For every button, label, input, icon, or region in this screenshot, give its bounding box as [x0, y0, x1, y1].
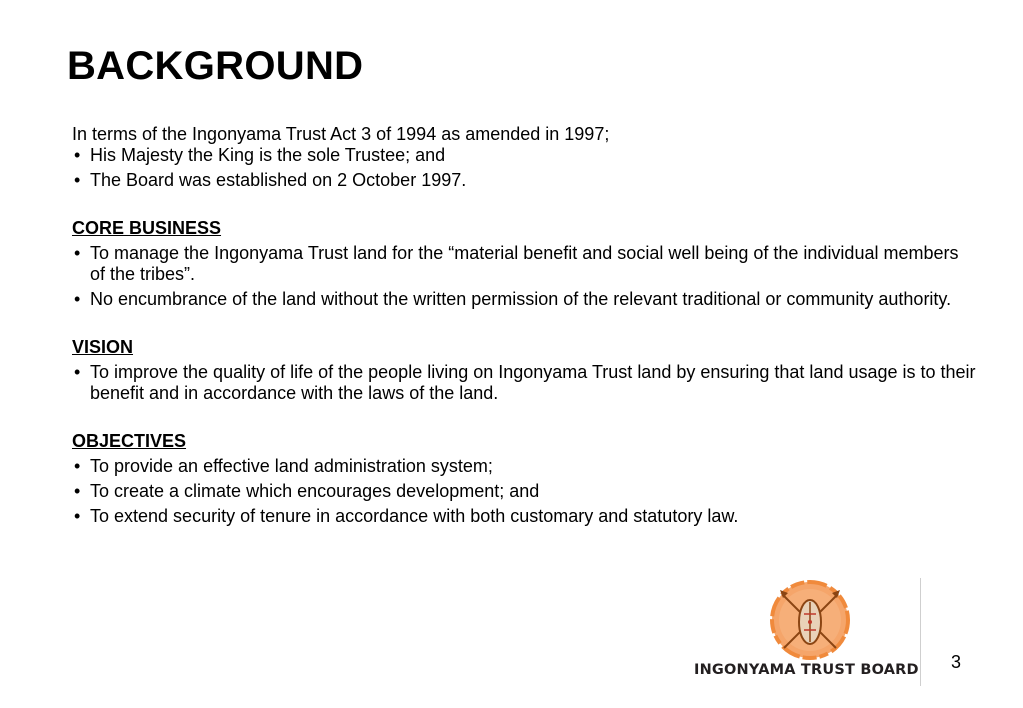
logo-text: INGONYAMA TRUST BOARD — [694, 662, 919, 678]
list-item: • To create a climate which encourages development; and — [72, 481, 977, 502]
list-item: • The Board was established on 2 October 1997. — [72, 170, 977, 191]
intro-bullet-list — [72, 145, 977, 191]
shield-spears-emblem-icon — [768, 578, 852, 660]
list-item: • To extend security of tenure in accordance with both customary and statutory law. — [72, 506, 977, 527]
divider — [920, 578, 921, 686]
list-item: • No encumbrance of the land without the written permission of the relevant traditional or community authority. — [72, 289, 977, 310]
vision-heading: VISION — [72, 337, 134, 357]
page-number: 3 — [951, 652, 962, 672]
list-item: • To provide an effective land administration system; — [72, 456, 977, 477]
core-business-heading: CORE BUSINESS — [72, 218, 222, 238]
objectives-list — [72, 456, 977, 527]
ingonyama-trust-board-logo — [694, 578, 924, 686]
slide-body — [72, 124, 977, 531]
vision-list — [72, 362, 977, 404]
objectives-heading: OBJECTIVES — [72, 431, 187, 451]
slide-title: BACKGROUND — [67, 44, 364, 88]
intro-text: In terms of the Ingonyama Trust Act 3 of 1994 as amended in 1997; — [72, 124, 610, 144]
core-business-list — [72, 243, 977, 310]
list-item: • To manage the Ingonyama Trust land for the “material benefit and social well being of the individual members of the tribes”. — [72, 243, 977, 285]
list-item: • His Majesty the King is the sole Trustee; and — [72, 145, 977, 166]
list-item: • To improve the quality of life of the people living on Ingonyama Trust land by ensuring that land usage is to their benefit and in accordance with the laws of the land. — [72, 362, 977, 404]
